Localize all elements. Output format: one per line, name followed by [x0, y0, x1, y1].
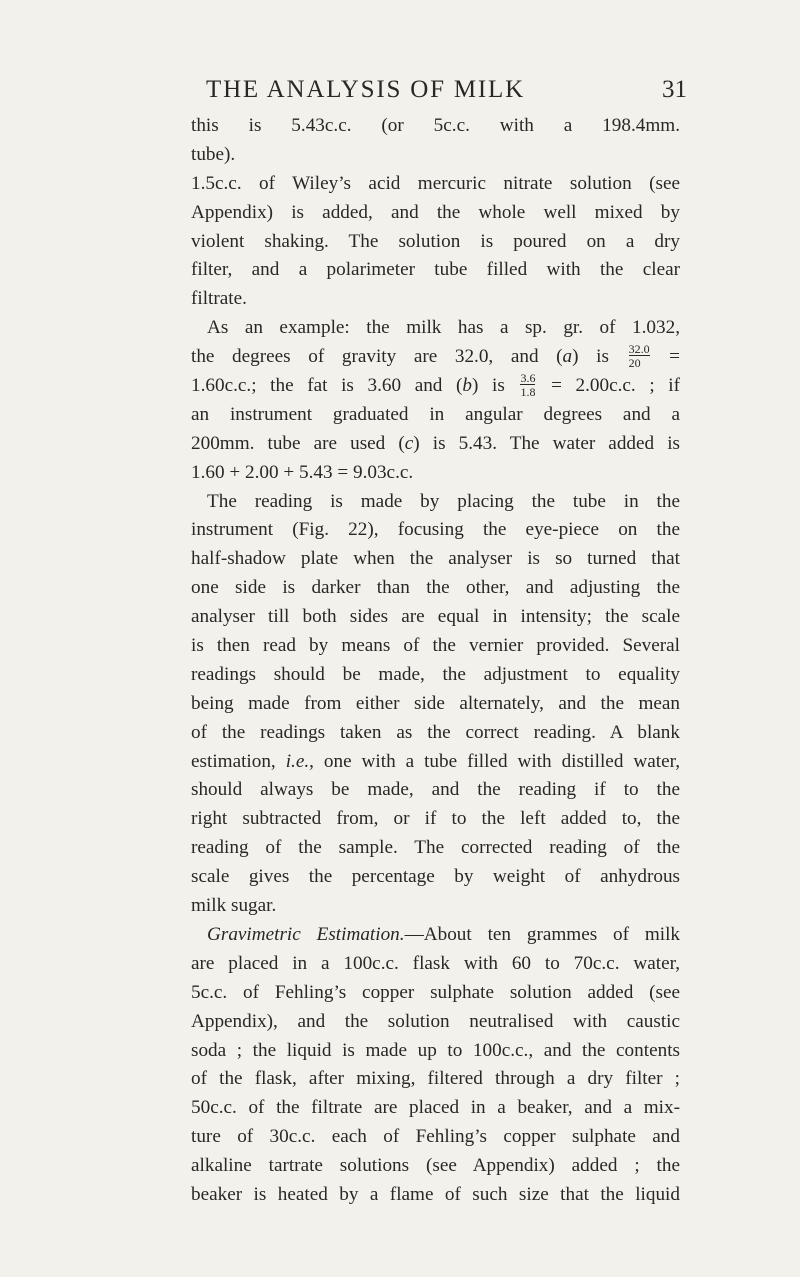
- text-line: are placed in a 100c.c. flask with 60 to 70c.c. water,: [191, 952, 680, 974]
- text-line: readings should be made, the adjustment to equality: [191, 663, 680, 685]
- text-line: an instrument graduated in angular degrees and a: [191, 403, 680, 425]
- text-line: tube).: [191, 143, 236, 165]
- text-line: The reading is made by placing the tube in the: [207, 490, 680, 512]
- text-line: violent shaking. The solution is poured on a dry: [191, 230, 680, 252]
- body-text: [191, 112, 680, 1210]
- text-line: Appendix) is added, and the whole well mixed by: [191, 201, 680, 223]
- text-line: of the flask, after mixing, filtered through a dry filter ;: [191, 1068, 680, 1090]
- text-run: ) is 5.43. The water added is: [413, 432, 680, 454]
- fraction-denominator: 1.8: [520, 384, 536, 399]
- abbrev-ie: i.e.: [285, 750, 310, 772]
- text-line: alkaline tartrate solutions (see Appendix) added ; the: [191, 1155, 680, 1177]
- text-run: —About ten grammes of milk: [404, 923, 680, 945]
- page-header: [0, 76, 800, 110]
- text-line: [191, 372, 680, 401]
- text-line: filtrate.: [191, 288, 247, 310]
- text-line: this is 5.43c.c. (or 5c.c. with a 198.4mm.: [191, 115, 680, 136]
- text-line: Appendix), and the solution neutralised with caustic: [191, 1010, 680, 1032]
- text-run: = 2.00c.c. ; if: [537, 375, 680, 397]
- text-line: milk sugar.: [191, 895, 277, 917]
- text-run: estimation,: [191, 750, 286, 772]
- fraction-denominator: 20: [629, 355, 650, 369]
- text-line: beaker is heated by a flame of such size that the liquid: [191, 1183, 680, 1205]
- text-line: one side is darker than the other, and adjusting the: [191, 577, 680, 599]
- text-run: ) is: [572, 346, 627, 368]
- text-line: scale gives the percentage by weight of anhydrous: [191, 866, 680, 888]
- text-line: reading of the sample. The corrected reading of the: [191, 837, 680, 859]
- text-line: 50c.c. of the filtrate are placed in a beaker, and a mix-: [191, 1097, 680, 1119]
- text-line: analyser till both sides are equal in intensity; the scale: [191, 606, 680, 628]
- text-run: the degrees of gravity are 32.0, and (: [191, 346, 563, 368]
- text-line: filter, and a polarimeter tube filled with the clear: [191, 259, 680, 281]
- text-line: [191, 430, 680, 459]
- text-line: ture of 30c.c. each of Fehling’s copper sulphate and: [191, 1126, 680, 1148]
- text-run: =: [651, 346, 680, 368]
- text-run: , one with a tube filled with distilled water,: [309, 750, 680, 772]
- text-run: 200mm. tube are used (: [191, 432, 405, 454]
- text-line: [191, 748, 680, 777]
- text-line: right subtracted from, or if to the left added to, the: [191, 808, 680, 830]
- text-line: being made from either side alternately, and the mean: [191, 692, 680, 714]
- variable-b: b: [462, 375, 473, 397]
- text-line: should always be made, and the reading if to the: [191, 779, 680, 801]
- text-line: 1.5c.c. of Wiley’s acid mercuric nitrate solution (see: [191, 172, 680, 194]
- running-title: THE ANALYSIS OF MILK: [206, 76, 525, 103]
- text-line: As an example: the milk has a sp. gr. of 1.032,: [207, 317, 680, 339]
- text-line: 1.60 + 2.00 + 5.43 = 9.03c.c.: [191, 461, 414, 483]
- text-line: soda ; the liquid is made up to 100c.c., and the contents: [191, 1039, 680, 1061]
- text-line: 5c.c. of Fehling’s copper sulphate solution added (see: [191, 981, 680, 1003]
- fraction-b: [520, 372, 535, 398]
- page-number: 31: [662, 76, 687, 103]
- variable-a: a: [562, 346, 573, 368]
- fraction-numerator: 3.6: [520, 372, 536, 385]
- text-line: instrument (Fig. 22), focusing the eye-piece on the: [191, 519, 680, 541]
- variable-c: c: [404, 432, 414, 454]
- text-line: is then read by means of the vernier provided. Several: [191, 635, 680, 657]
- text-line: half-shadow plate when the analyser is so turned that: [191, 548, 680, 570]
- text-run: 1.60c.c.; the fat is 3.60 and (: [191, 375, 463, 397]
- fraction-a: [629, 343, 650, 369]
- text-line: [191, 921, 680, 950]
- text-run: ) is: [472, 375, 519, 397]
- section-heading: Gravimetric Estimation.: [207, 923, 405, 945]
- text-line: of the readings taken as the correct reading. A blank: [191, 721, 680, 743]
- text-line: [191, 343, 680, 372]
- fraction-numerator: 32.0: [628, 343, 650, 356]
